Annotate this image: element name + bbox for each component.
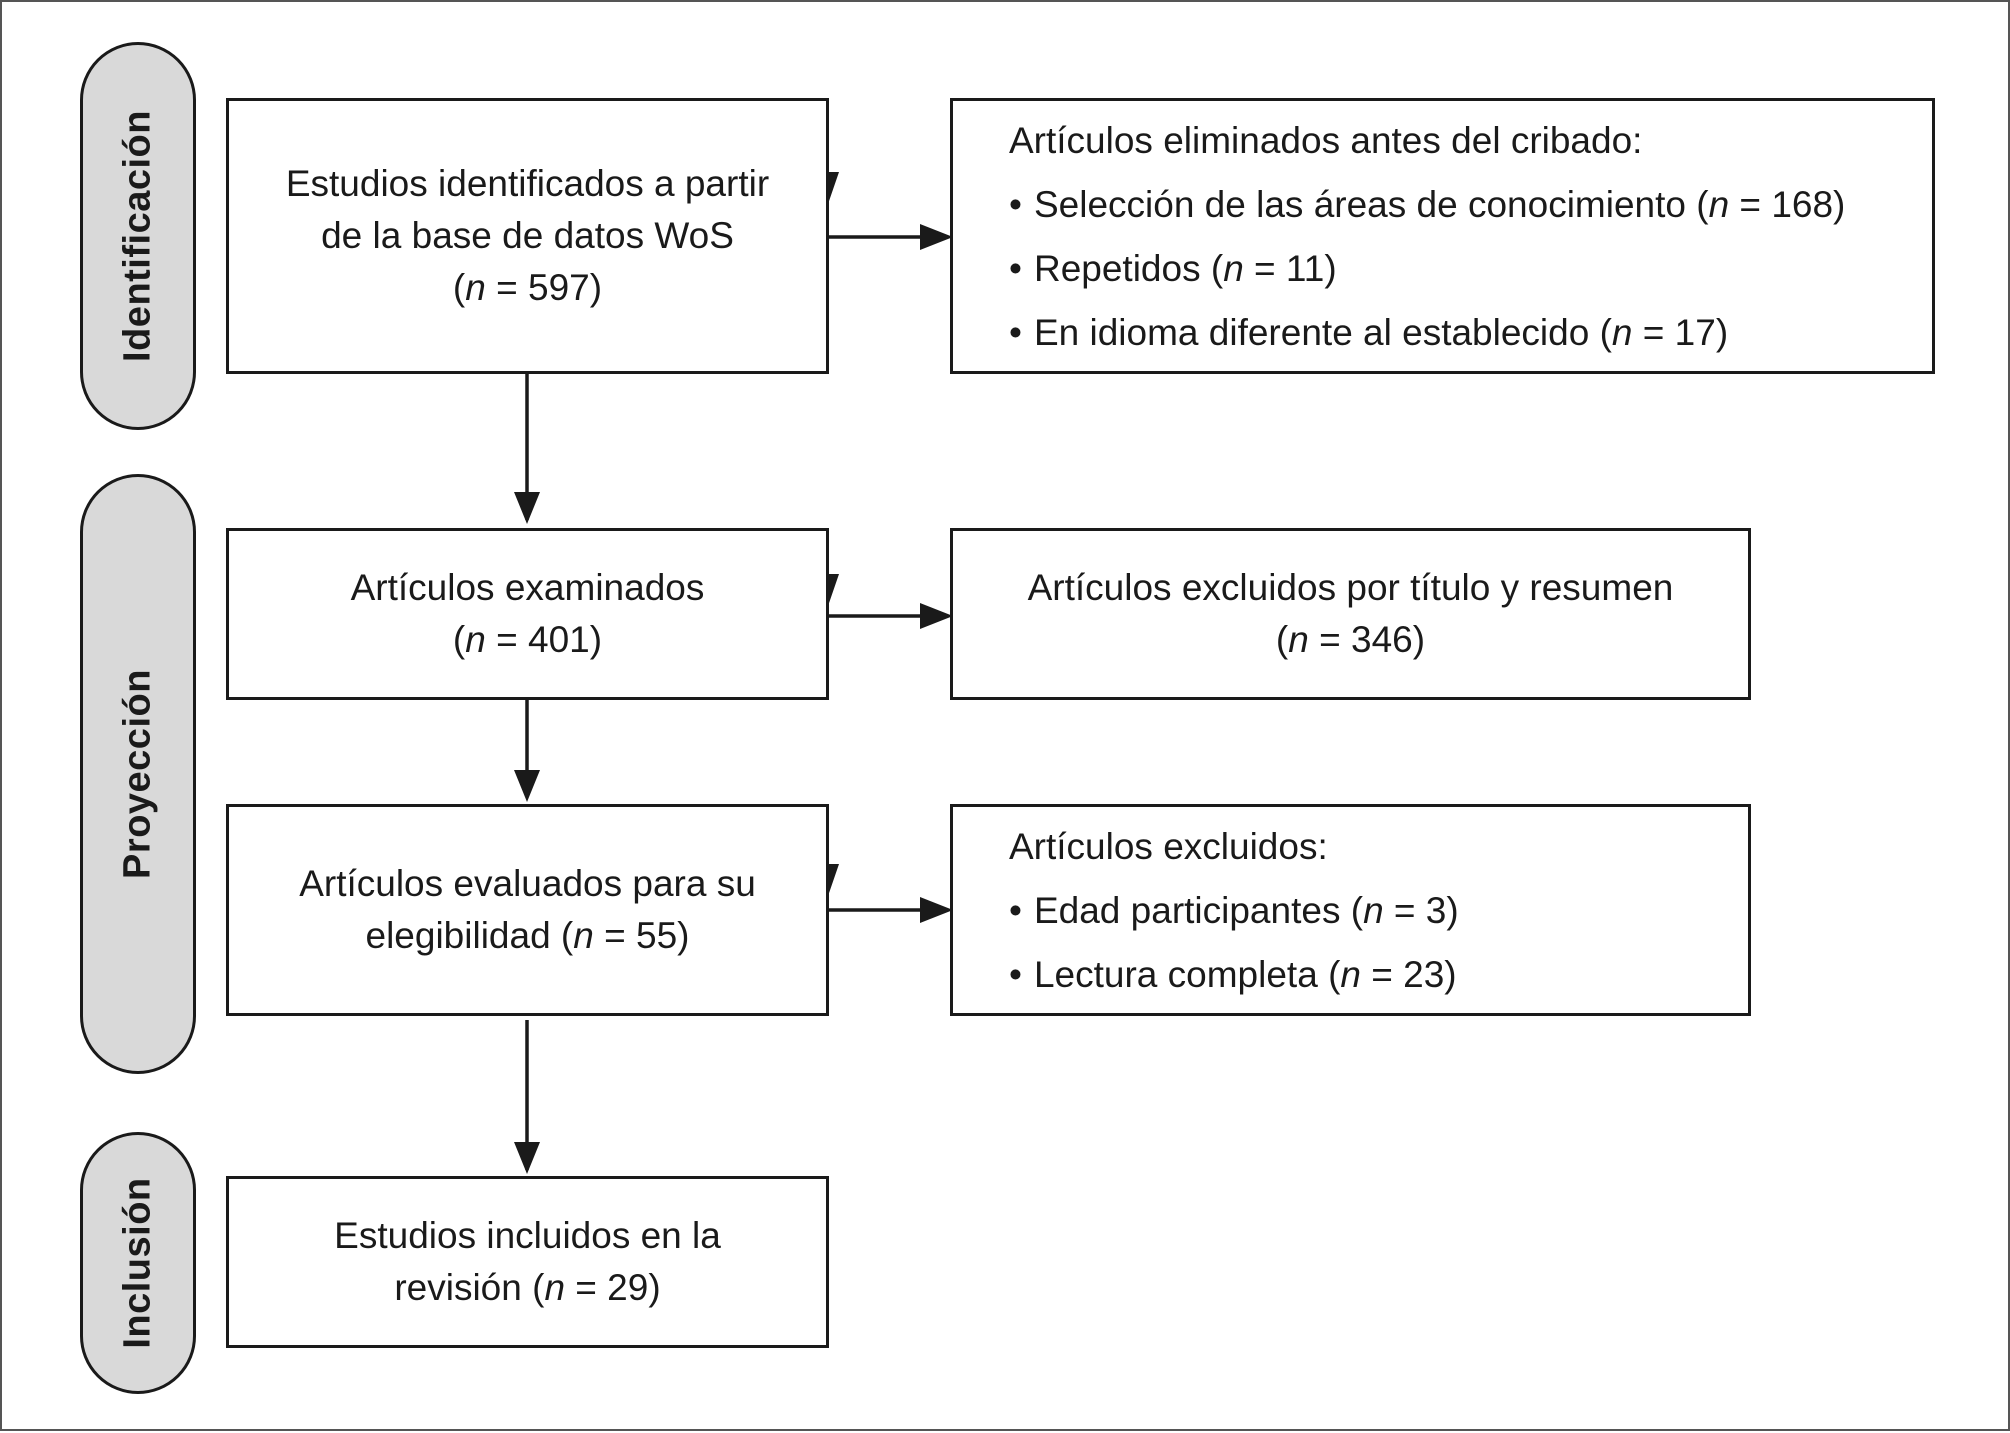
identified-line-2: de la base de datos WoS: [321, 215, 734, 256]
excluded-full-heading: Artículos excluidos:: [1009, 826, 1328, 867]
excluded-full-list: [1009, 885, 1724, 1001]
phase-inclusion: [80, 1132, 196, 1394]
list-item: • Repetidos (n = 11): [1009, 243, 1908, 295]
phase-identificacion: [80, 42, 196, 430]
included-line-1: Estudios incluidos en la: [334, 1215, 721, 1256]
arrowhead-evaluated-to-excluded-full: [920, 897, 953, 923]
list-item: • Edad participantes (n = 3): [1009, 885, 1724, 937]
arrowhead-identified-to-removed: [920, 224, 953, 250]
phase-label-inclusion: Inclusión: [116, 1177, 159, 1349]
box-articles-evaluated: [226, 804, 829, 1016]
included-line-2: revisión (n = 29): [394, 1267, 661, 1308]
identified-count: (n = 597): [452, 267, 603, 308]
examined-line-1: Artículos examinados: [350, 567, 705, 608]
phase-label-identificacion: Identificación: [116, 110, 159, 362]
list-item: • En idioma diferente al establecido (n = 17): [1009, 307, 1908, 359]
phase-label-proyeccion: Proyección: [116, 669, 159, 879]
arrowhead-examined-to-excluded-title: [920, 603, 953, 629]
list-item: • Lectura completa (n = 23): [1009, 949, 1724, 1001]
arrowhead-evaluated-to-included: [514, 1142, 540, 1174]
removed-heading: Artículos eliminados antes del cribado:: [1009, 120, 1643, 161]
evaluated-line-1: Artículos evaluados para su: [299, 863, 756, 904]
examined-count: (n = 401): [452, 619, 603, 660]
box-articles-excluded: [950, 804, 1751, 1016]
box-studies-identified: [226, 98, 829, 374]
removed-list: [1009, 179, 1908, 359]
box-studies-included: [226, 1176, 829, 1348]
excluded-title-line-1: Artículos excluidos por título y resumen: [1027, 567, 1674, 608]
arrowhead-identified-to-examined: [514, 492, 540, 524]
box-excluded-title-abstract: [950, 528, 1751, 700]
evaluated-line-2: elegibilidad (n = 55): [365, 915, 690, 956]
arrowhead-examined-to-evaluated: [514, 770, 540, 802]
identified-line-1: Estudios identificados a partir: [285, 163, 770, 204]
list-item: • Selección de las áreas de conocimiento (n = 168): [1009, 179, 1908, 231]
excluded-title-count: (n = 346): [1275, 619, 1426, 660]
box-articles-removed: [950, 98, 1935, 374]
box-articles-examined: [226, 528, 829, 700]
phase-proyeccion: [80, 474, 196, 1074]
